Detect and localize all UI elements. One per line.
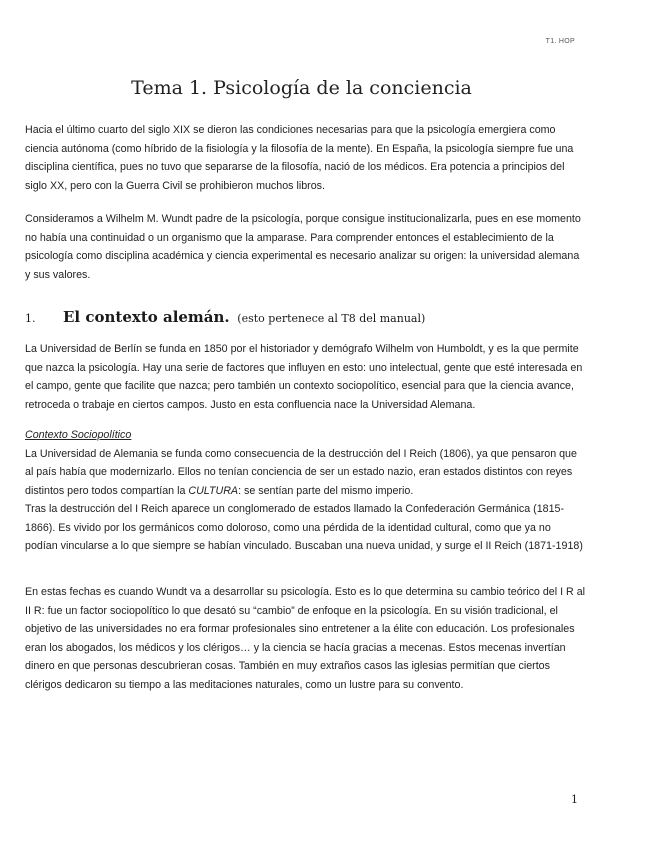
section-title: El contexto alemán. xyxy=(63,308,230,326)
subsection-paragraph-1 xyxy=(25,445,585,501)
section-paragraph: La Universidad de Berlín se funda en 1850 por el historiador y demógrafo Wilhelm von Humboldt, y es la que permite que nazca la psicología. Hay una serie de factores que influyen en esto: uno intelectual, gente que esté interesada en el campo, gente que facilite que nazca; pero también un contexto sociopolítico, esencial para que la ciencia avance, retroceda o trabaje en ciertos campos. Justo en esta confluencia nace la Universidad Alemana. xyxy=(25,343,583,411)
final-paragraph: En estas fechas es cuando Wundt va a desarrollar su psicología. Esto es lo que determina su cambio teórico del I R al II R: fue un factor sociopolítico lo que desató su “cambio” de enfoque en la psicología. En su visión tradicional, el objetivo de las universidades no era formar profesionales sino entretener a la élite con educación. Los profesionales eran los abogados, los médicos y los clérigos… y la ciencia se hacía gracias a mecenas. Estos mecenas invertían dinero en que personas descubrieran cosas. También en muy extraños casos las iglesias permitían que ciertos clérigos dedicaron su tiempo a las meditaciones naturales, como un lustre para su convento. xyxy=(25,586,586,691)
intro-paragraph-1: Hacia el último cuarto del siglo XIX se dieron las condiciones necesarias para que la psicología emergiera como ciencia autónoma (como híbrido de la fisiología y la filosofía de la mente). En España, la psicología siempre fue una disciplina científica, pues no tuvo que separarse de la filosofía, nació de los médicos. Era potencia a principios del siglo XX, pero con la Guerra Civil se prohibieron muchos libros. xyxy=(25,124,574,192)
subsection-block xyxy=(25,426,585,556)
subsection-paragraph-2: Tras la destrucción del I Reich aparece un conglomerado de estados llamado la Confederación Germánica (1815-1866). Es vivido por los germánicos como doloroso, como una pérdida de la identidad cultural, como que ya no podían vincularse a lo que siempre se habían vinculado. Buscaban una nueva unidad, y surge el II Reich (1871-1918) xyxy=(25,503,583,552)
section-number: 1. xyxy=(25,312,36,325)
subsection-p1-text: La Universidad de Alemania se funda como consecuencia de la destrucción del I Reich (1806), ya que pensaron que al país había que modernizarlo. Ellos no tenían conciencia de ser un estado nazio, eran estados distintos con reyes distintos pero todos compartían la xyxy=(25,447,577,497)
page-number: 1 xyxy=(571,793,578,806)
section-heading xyxy=(25,300,585,328)
subsection-heading: Contexto Sociopolítico xyxy=(25,429,132,441)
subsection-p1-end: : se sentían parte del mismo imperio. xyxy=(238,484,414,497)
cultura-emphasis: CULTURA xyxy=(188,484,239,497)
section-note: (esto pertenece al T8 del manual) xyxy=(237,312,426,325)
page-header-tag: T1. HOP xyxy=(545,38,575,45)
document-title: Tema 1. Psicología de la conciencia xyxy=(131,77,472,99)
intro-paragraph-2: Consideramos a Wilhelm M. Wundt padre de la psicología, porque consigue institucionalizarla, pues en ese momento no había una continuidad o un organismo que la amparase. Para comprender entonces el establecimiento de la psicología como disciplina académica y ciencia experimental es necesario analizar su origen: la universidad alemana y sus valores. xyxy=(25,213,581,281)
